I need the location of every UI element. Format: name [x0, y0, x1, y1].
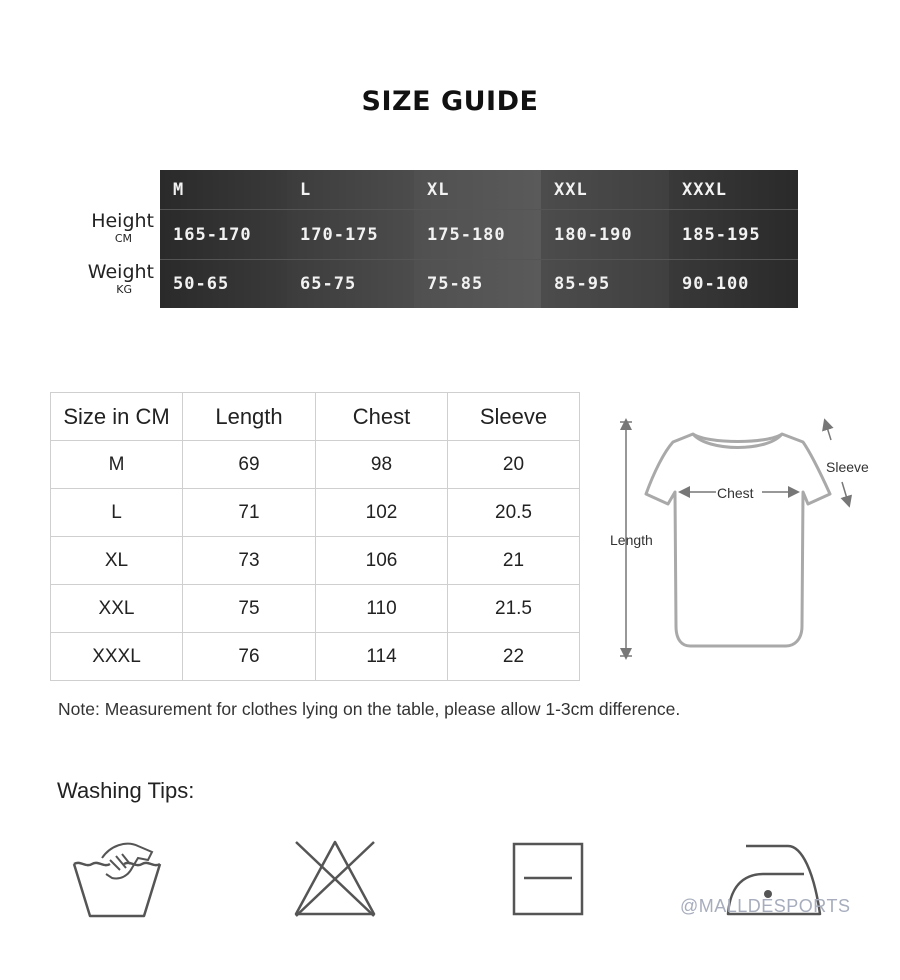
table-cell: 76: [183, 633, 316, 681]
table-cell: 98: [316, 441, 448, 489]
length-label: Length: [610, 532, 653, 548]
table-cell: 71: [183, 489, 316, 537]
hand-wash-icon: [70, 838, 164, 920]
table-header-cell: Size in CM: [51, 393, 183, 441]
tshirt-outline: [646, 434, 830, 646]
size-chart-header: [160, 170, 798, 209]
size-chart-header-cell: XXXL: [669, 170, 798, 209]
weight-label: Weight: [87, 261, 154, 283]
table-cell: 102: [316, 489, 448, 537]
size-chart-cell: 185-195: [669, 210, 798, 259]
measurement-table-header: [51, 393, 580, 441]
table-cell: 20.5: [448, 489, 580, 537]
size-chart-cell: 90-100: [669, 260, 798, 308]
height-label: Height: [91, 210, 154, 232]
weight-row-label: [70, 261, 154, 297]
size-chart-cell: 65-75: [287, 260, 414, 308]
measurement-note: Note: Measurement for clothes lying on the table, please allow 1-3cm difference.: [58, 699, 681, 719]
table-row: [51, 537, 580, 585]
weight-unit: KG: [116, 283, 132, 296]
table-cell: 69: [183, 441, 316, 489]
size-chart-cell: 165-170: [160, 210, 287, 259]
page-title: SIZE GUIDE: [361, 86, 539, 117]
size-chart: [160, 170, 798, 308]
table-cell: 114: [316, 633, 448, 681]
measurement-table: [50, 392, 580, 681]
do-not-bleach-icon: [290, 836, 380, 920]
sleeve-arrow-bottom: [842, 482, 848, 502]
table-cell: 75: [183, 585, 316, 633]
size-chart-header-cell: XL: [414, 170, 541, 209]
size-chart-header-cell: L: [287, 170, 414, 209]
height-unit: CM: [114, 232, 132, 245]
table-cell: 21: [448, 537, 580, 585]
table-cell: 73: [183, 537, 316, 585]
table-cell: 20: [448, 441, 580, 489]
table-cell: 110: [316, 585, 448, 633]
table-row: [51, 441, 580, 489]
table-cell: M: [51, 441, 183, 489]
table-row: [51, 489, 580, 537]
table-header-cell: Length: [183, 393, 316, 441]
watermark: @MALLDESPORTS: [680, 896, 851, 916]
table-cell: XXL: [51, 585, 183, 633]
size-chart-cell: 75-85: [414, 260, 541, 308]
chest-label: Chest: [717, 485, 754, 501]
size-chart-weight-row: [160, 259, 798, 308]
table-header-cell: Chest: [316, 393, 448, 441]
table-header-cell: Sleeve: [448, 393, 580, 441]
size-chart-cell: 170-175: [287, 210, 414, 259]
table-row: [51, 633, 580, 681]
table-cell: 21.5: [448, 585, 580, 633]
table-cell: XXXL: [51, 633, 183, 681]
size-chart-header-cell: M: [160, 170, 287, 209]
height-row-label: [70, 210, 154, 246]
sleeve-label: Sleeve: [826, 459, 869, 475]
size-chart-cell: 180-190: [541, 210, 669, 259]
size-chart-cell: 175-180: [414, 210, 541, 259]
size-chart-cell: 50-65: [160, 260, 287, 308]
table-row: [51, 585, 580, 633]
washing-tips-title: Washing Tips:: [57, 778, 195, 803]
table-cell: 106: [316, 537, 448, 585]
dry-flat-icon: [510, 840, 586, 918]
table-cell: XL: [51, 537, 183, 585]
size-chart-header-cell: XXL: [541, 170, 669, 209]
size-chart-cell: 85-95: [541, 260, 669, 308]
table-cell: L: [51, 489, 183, 537]
tshirt-diagram: [598, 412, 888, 664]
size-chart-height-row: [160, 209, 798, 259]
table-cell: 22: [448, 633, 580, 681]
sleeve-arrow-top: [826, 424, 831, 440]
